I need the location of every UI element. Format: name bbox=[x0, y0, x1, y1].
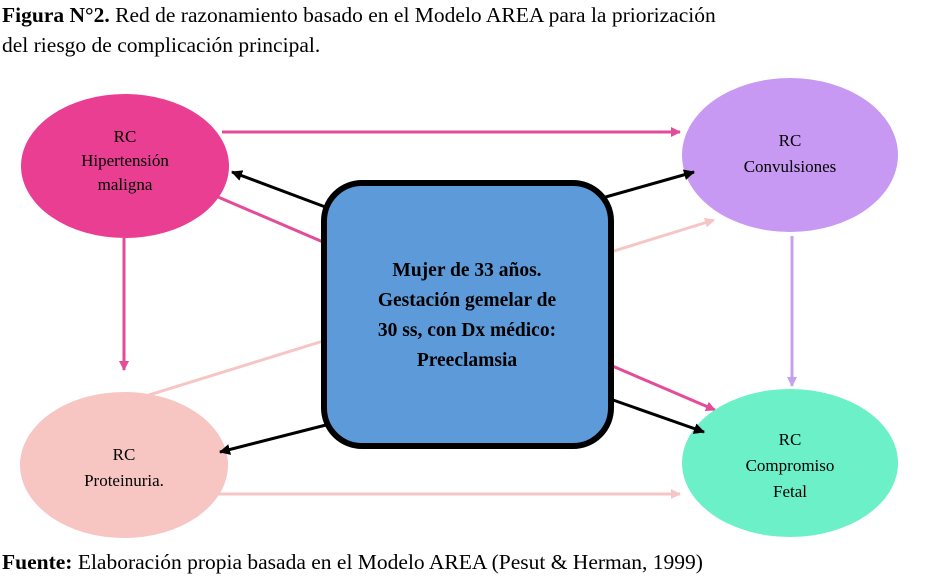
source-text: Elaboración propia basada en el Modelo AREA (Pesut & Herman, 1999) bbox=[72, 550, 703, 574]
caption-text-line2: del riesgo de complicación principal. bbox=[2, 33, 321, 57]
center-line1: Mujer de 33 años. bbox=[392, 260, 542, 281]
node-hipertension bbox=[21, 94, 229, 238]
node-convulsiones bbox=[682, 78, 898, 232]
arrow-center-to-convulsiones bbox=[602, 172, 694, 198]
node-compromiso bbox=[682, 389, 898, 537]
node-convulsiones-line1: RC bbox=[778, 131, 802, 150]
node-hipertension-line1: RC bbox=[113, 127, 137, 146]
node-compromiso-line1: RC bbox=[778, 430, 802, 449]
node-hipertension-line3: maligna bbox=[97, 175, 153, 194]
node-hipertension-line2: Hipertensión bbox=[81, 151, 169, 170]
arrow-center-to-compromiso bbox=[613, 400, 704, 432]
node-proteinuria bbox=[20, 392, 228, 538]
node-proteinuria-line1: RC bbox=[112, 445, 136, 464]
arrow-center-to-hipertension bbox=[232, 172, 328, 208]
arrow-center-to-proteinuria bbox=[220, 425, 326, 452]
center-line2: Gestación gemelar de bbox=[377, 290, 557, 311]
figure-caption bbox=[2, 0, 938, 60]
node-compromiso-line3: Fetal bbox=[773, 482, 807, 501]
caption-text-line1: Red de razonamiento basado en el Modelo AREA para la priorización bbox=[109, 3, 716, 27]
center-line3: 30 ss, con Dx médico: bbox=[377, 320, 557, 341]
reasoning-network-diagram bbox=[0, 70, 941, 540]
figure-source bbox=[2, 547, 703, 577]
caption-label: Figura N°2. bbox=[2, 3, 110, 27]
node-convulsiones-line2: Convulsiones bbox=[743, 157, 837, 176]
node-proteinuria-line2: Proteinuria. bbox=[84, 471, 164, 490]
source-label: Fuente: bbox=[2, 550, 73, 574]
node-compromiso-line2: Compromiso bbox=[745, 456, 835, 475]
center-patient-box bbox=[324, 183, 611, 446]
center-line4: Preeclamsia bbox=[416, 350, 518, 371]
